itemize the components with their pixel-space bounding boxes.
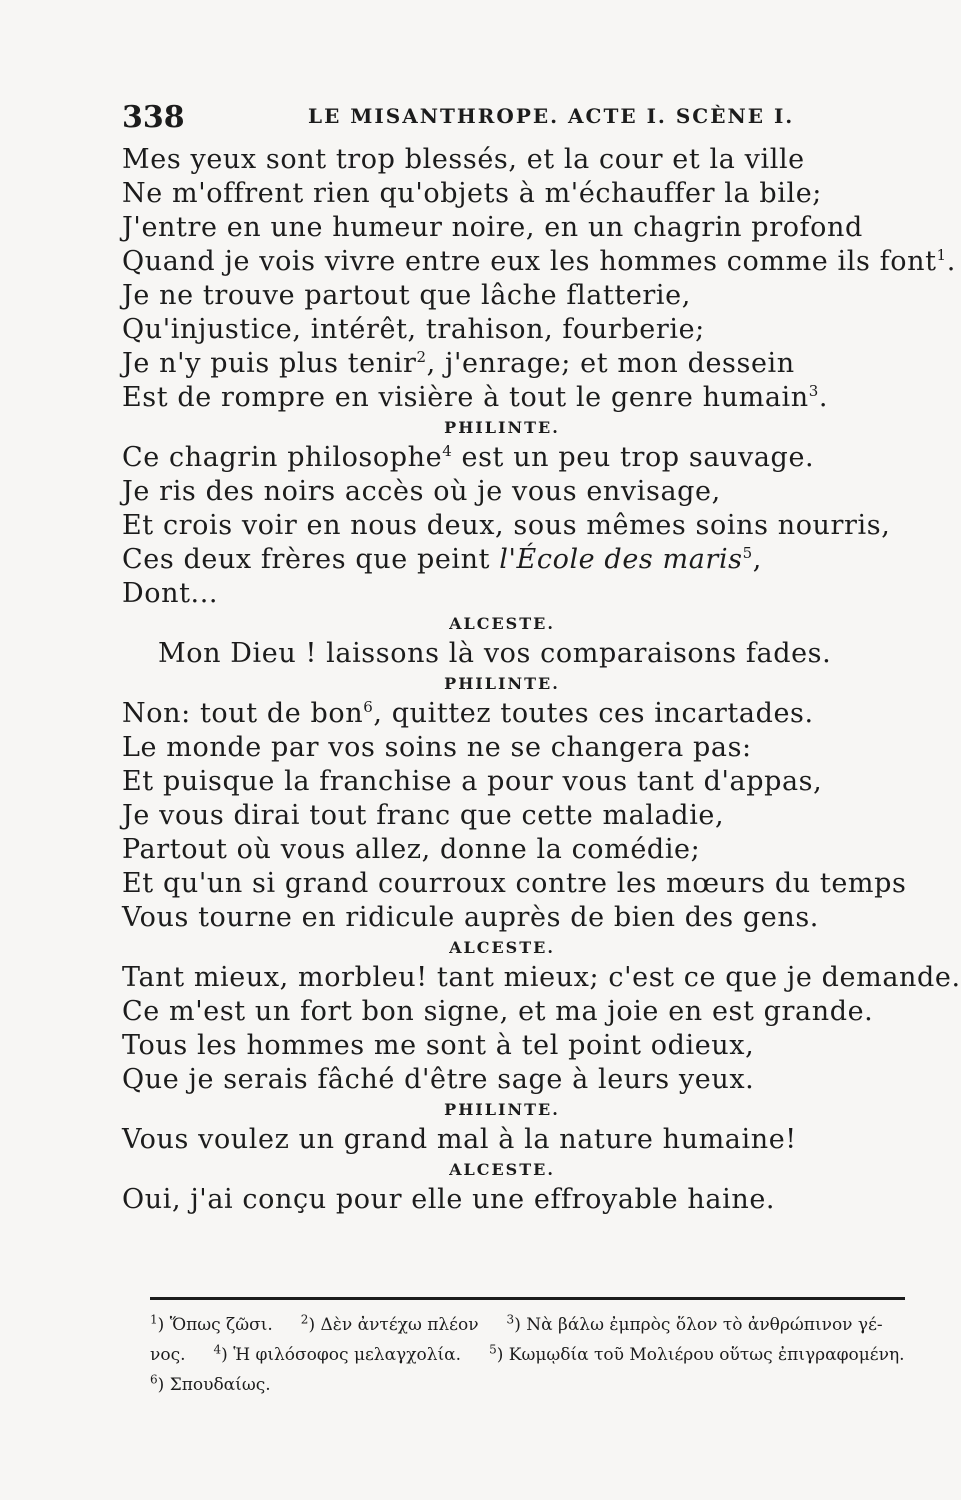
verse-text: Non: tout de bon (122, 698, 364, 729)
verse-line (122, 143, 882, 177)
footnote-marker: 3 (808, 382, 819, 400)
footnote-text: Ὅπως ζῶσι. (169, 1315, 273, 1335)
page-number: 338 (122, 100, 185, 135)
footnote: $^3$) Νὰ βάλω ἐμπρὸς ὅλον τὸ ἀνθρώπινον γέ- (506, 1312, 883, 1335)
page-header (122, 100, 882, 140)
verse-line (122, 347, 882, 381)
verse-text-tail: , j'enrage; et mon dessein (426, 348, 795, 379)
footnote-number: 6 (150, 1372, 158, 1387)
verse-text: Et crois voir en nous deux, sous mêmes soins nourris, (122, 510, 891, 541)
verse-text-tail: . (818, 382, 829, 413)
verse-line (122, 731, 882, 765)
verse-line (122, 1123, 882, 1157)
speaker-name: PHILINTE. (444, 1100, 560, 1119)
verse-text-tail: est un peu trop sauvage. (452, 442, 815, 473)
verse-line (122, 279, 882, 313)
footnote-marker: 4 (442, 442, 453, 460)
verse-text: Mon Dieu ! laissons là vos comparaisons fades. (158, 638, 832, 669)
verse-line (122, 1029, 882, 1063)
verse-text: J'entre en une humeur noire, en un chagrin profond (122, 212, 863, 243)
verse-text: Dont... (122, 578, 219, 609)
footnote-line (150, 1310, 905, 1340)
verse-text: Je vous dirai tout franc que cette maladie, (122, 800, 725, 831)
footnote-line (150, 1370, 905, 1400)
verse-text: Tant mieux, morbleu! tant mieux; c'est ce que je demande. (122, 962, 961, 993)
footnote-marker: 5 (742, 544, 753, 562)
footnote: $^2$) Δὲν ἀντέχω πλέον (300, 1312, 479, 1335)
verse-text: Ces deux frères que peint (122, 544, 500, 575)
verse-line (122, 1063, 882, 1097)
verse-line (122, 765, 882, 799)
verse-line (122, 475, 882, 509)
footnotes (150, 1310, 905, 1400)
footnote-line (150, 1340, 905, 1370)
verse-text: Que je serais fâché d'être sage à leurs yeux. (122, 1064, 755, 1095)
footnote-number: 1 (150, 1312, 158, 1327)
verse-line (122, 901, 882, 935)
footnote-marker: 2 (416, 348, 427, 366)
footnote-number: 3 (506, 1312, 515, 1327)
verse-text: Ce chagrin philosophe (122, 442, 443, 473)
footnote: $^5$) Κωμῳδία τοῦ Μολιέρου οὕτως ἐπιγραφομένη. (489, 1342, 905, 1365)
verse-text: Oui, j'ai conçu pour elle une effroyable haine. (122, 1184, 776, 1215)
verse-line (122, 381, 882, 415)
verse-text: Je n'y puis plus tenir (122, 348, 417, 379)
footnote-text: Σπουδαίως. (169, 1375, 271, 1395)
footnote (150, 1340, 186, 1370)
footnote-marker: 6 (363, 698, 374, 716)
verse-text: Le monde par vos soins ne se changera pas: (122, 732, 752, 763)
verse-text: Je ne trouve partout que lâche flatterie, (122, 280, 691, 311)
verse-text: Tous les hommes me sont à tel point odieux, (122, 1030, 755, 1061)
verse-line (122, 799, 882, 833)
verse-line (122, 637, 882, 671)
verse-line (122, 833, 882, 867)
verse-line (122, 211, 882, 245)
footnote: $^6$) Σπουδαίως. (150, 1372, 271, 1395)
verse-text: Vous tourne en ridicule auprès de bien des gens. (122, 902, 819, 933)
verse-text: Qu'injustice, intérêt, trahison, fourberie; (122, 314, 705, 345)
verse-line (122, 509, 891, 543)
verse-text-tail: . (946, 246, 956, 277)
verse-text: Et puisque la franchise a pour vous tant d'appas, (122, 766, 823, 797)
verse-text-tail: , (752, 544, 762, 575)
verse-line (122, 441, 882, 475)
verse-text: Quand je vois vivre entre eux les hommes comme ils font (122, 246, 937, 277)
italic-title: l'École des maris (499, 544, 743, 575)
verse-text: Je ris des noirs accès où je vous envisage, (122, 476, 721, 507)
footnote: $^1$) Ὅπως ζῶσι. (150, 1312, 273, 1335)
verse-line (122, 867, 907, 901)
verse-text: Et qu'un si grand courroux contre les mœurs du temps (122, 868, 907, 899)
play-text (122, 143, 961, 1217)
verse-line (122, 697, 882, 731)
footnote-text: Νὰ βάλω ἐμπρὸς ὅλον τὸ ἀνθρώπινον γέ- (526, 1315, 883, 1335)
verse-text: Ce m'est un fort bon signe, et ma joie en est grande. (122, 996, 874, 1027)
speaker-name: PHILINTE. (444, 674, 560, 693)
verse-line (122, 995, 882, 1029)
verse-line (122, 961, 961, 995)
speaker-name: ALCESTE. (449, 1160, 555, 1179)
speaker-name: ALCESTE. (449, 614, 555, 633)
footnote-number: 5 (489, 1342, 497, 1357)
footnote-marker: 1 (936, 246, 947, 264)
verse-line (122, 313, 882, 347)
footnote-text: Δὲν ἀντέχω πλέον (320, 1315, 479, 1335)
verse-line (122, 577, 882, 611)
verse-text: Partout où vous allez, donne la comédie; (122, 834, 701, 865)
speaker-name: PHILINTE. (444, 418, 560, 437)
running-head: LE MISANTHROPE. ACTE I. SCÈNE I. (308, 104, 795, 128)
verse-text-tail: , quittez toutes ces incartades. (373, 698, 814, 729)
verse-line (122, 543, 882, 577)
verse-text: Est de rompre en visière à tout le genre humain (122, 382, 809, 413)
footnote-rule (150, 1297, 905, 1300)
verse-line (122, 1183, 882, 1217)
footnote-text: Κωμῳδία τοῦ Μολιέρου οὕτως ἐπιγραφομένη. (508, 1345, 905, 1365)
speaker-name: ALCESTE. (449, 938, 555, 957)
verse-line (122, 177, 882, 211)
footnote-number: 2 (300, 1312, 309, 1327)
verse-text: Mes yeux sont trop blessés, et la cour et la ville (122, 144, 805, 175)
footnote: $^4$) Ἡ φιλόσοφος μελαγχολία. (213, 1342, 462, 1365)
footnote-text: Ἡ φιλόσοφος μελαγχολία. (233, 1345, 462, 1365)
verse-text: Ne m'offrent rien qu'objets à m'échauffer la bile; (122, 178, 823, 209)
footnote-text: νος. (150, 1345, 186, 1365)
verse-line (122, 245, 956, 279)
verse-text: Vous voulez un grand mal à la nature humaine! (122, 1124, 797, 1155)
footnote-number: 4 (213, 1342, 222, 1357)
